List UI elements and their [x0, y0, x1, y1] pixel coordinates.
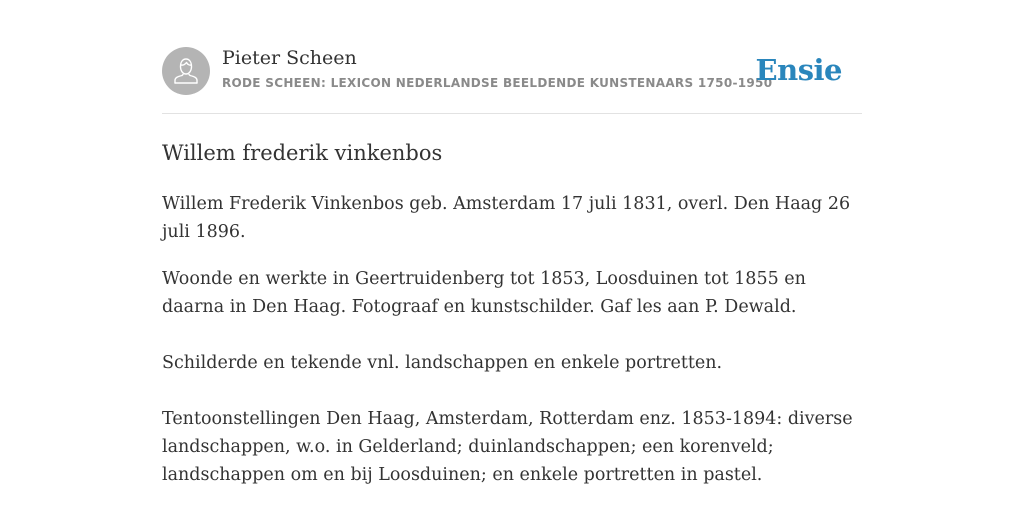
user-avatar-icon: [162, 47, 210, 95]
author-name[interactable]: Pieter Scheen: [222, 47, 357, 69]
ensie-logo[interactable]: Ensie: [755, 53, 842, 87]
article-title: Willem frederik vinkenbos: [162, 141, 443, 165]
source-name[interactable]: RODE SCHEEN: LEXICON NEDERLANDSE BEELDENDE KUNSTENAARS 1750-1950: [222, 76, 773, 90]
paragraph-1: Willem Frederik Vinkenbos geb. Amsterdam 17 juli 1831, overl. Den Haag 26 juli 1896.: [162, 194, 851, 242]
article-body: [162, 190, 872, 508]
paragraph-4: Tentoonstellingen Den Haag, Amsterdam, Rotterdam enz. 1853-1894: diverse landschappen, w.o. in Gelderland; duinlandschappen; een korenveld; landschappen om en bij Loosduinen; en enkele portretten in pastel.: [162, 409, 853, 485]
author-avatar[interactable]: [162, 47, 210, 95]
header-divider: [162, 113, 862, 114]
paragraph-2: Woonde en werkte in Geertruidenberg tot 1853, Loosduinen tot 1855 en daarna in Den Haag. Fotograaf en kunstschilder. Gaf les aan P. Dewald.: [162, 269, 806, 317]
article-header: [162, 46, 862, 96]
paragraph-3: Schilderde en tekende vnl. landschappen en enkele portretten.: [162, 353, 723, 373]
